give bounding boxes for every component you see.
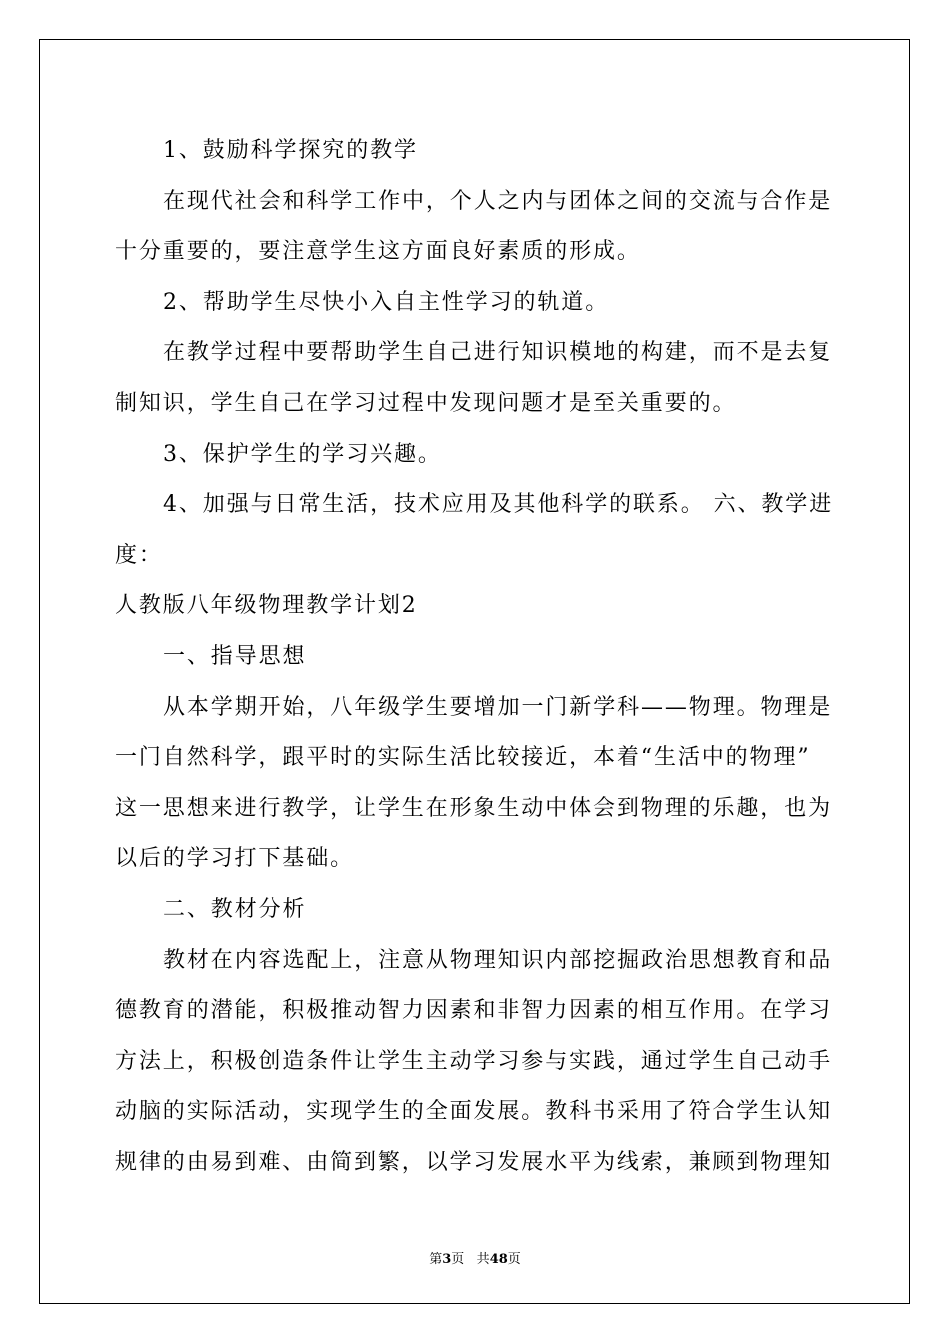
body-line: 教材在内容选配上，注意从物理知识内部挖掘政治思想教育和品 [163, 947, 833, 973]
body-line: 规律的由易到难、由简到繁，以学习发展水平为线索，兼顾到物理知 [115, 1149, 833, 1175]
body-line: 以后的学习打下基础。 [115, 846, 355, 872]
body-line: 从本学期开始，八年级学生要增加一门新学科——物理。物理是 [163, 694, 833, 720]
body-line: 动脑的实际活动，实现学生的全面发展。教科书采用了符合学生认知 [115, 1099, 833, 1125]
body-line: 在现代社会和科学工作中，个人之内与团体之间的交流与合作是 [163, 188, 833, 214]
body-line: 一门自然科学，跟平时的实际生活比较接近，本着“生活中的物理” [115, 745, 811, 771]
total-pages: 48 [489, 1252, 508, 1267]
page-footer [0, 1248, 950, 1267]
body-line: 制知识，学生自己在学习过程中发现问题才是至关重要的。 [115, 390, 737, 416]
body-line: 这一思想来进行教学，让学生在形象生动中体会到物理的乐趣，也为 [115, 795, 833, 821]
body-line: 二、教材分析 [163, 896, 307, 922]
body-line: 德教育的潜能，积极推动智力因素和非智力因素的相互作用。在学习 [115, 998, 833, 1024]
total-prefix: 共 [476, 1252, 490, 1267]
body-line: 3、保护学生的学习兴趣。 [163, 441, 442, 467]
page-suffix: 页 [451, 1252, 465, 1267]
body-line: 4、加强与日常生活，技术应用及其他科学的联系。 六、教学进 [163, 492, 834, 518]
section-title: 人教版八年级物理教学计划2 [115, 593, 418, 619]
body-line: 2、帮助学生尽快小入自主性学习的轨道。 [163, 289, 610, 315]
page-number: 3 [442, 1252, 452, 1267]
body-line: 十分重要的，要注意学生这方面良好素质的形成。 [115, 239, 641, 265]
body-line: 度： [115, 542, 163, 568]
body-line: 一、指导思想 [163, 643, 307, 669]
body-line: 在教学过程中要帮助学生自己进行知识模地的构建，而不是去复 [163, 340, 833, 366]
page-prefix: 第 [429, 1252, 443, 1267]
body-line: 方法上，积极创造条件让学生主动学习参与实践，通过学生自己动手 [115, 1048, 833, 1074]
body-line: 1、鼓励科学探究的教学 [163, 138, 418, 163]
total-suffix: 页 [507, 1252, 521, 1267]
document-body [115, 126, 835, 1188]
